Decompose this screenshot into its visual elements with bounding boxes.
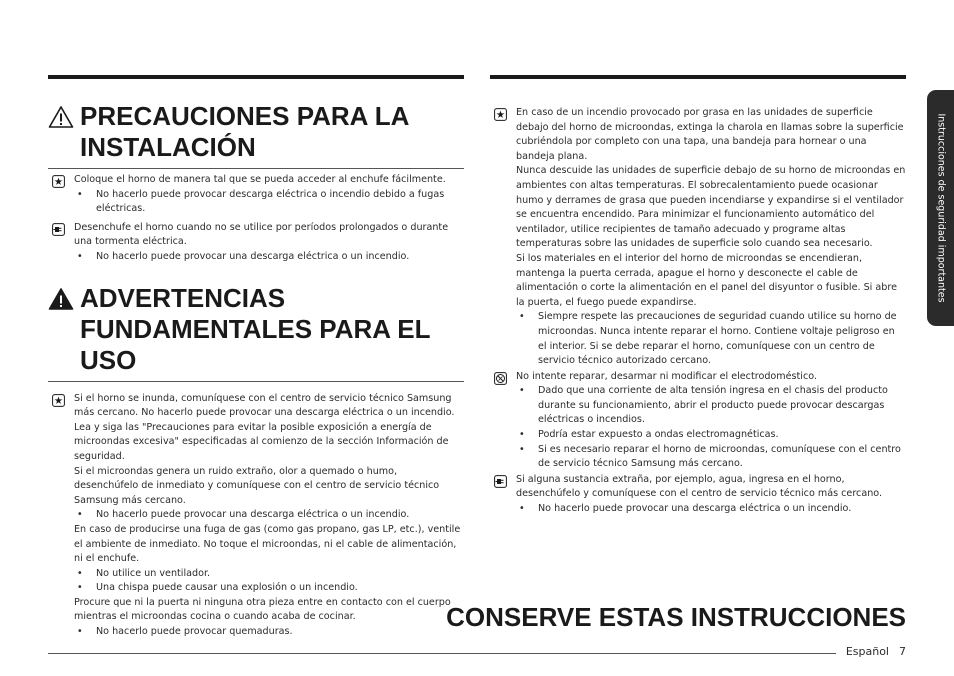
side-section-tab [927,90,954,326]
entry-usage-warnings [48,392,464,640]
entry-foreign-substance [490,473,906,517]
star-icon [52,175,65,188]
entry-text: Si el horno se inunda, comuníquese con el centro de servicio técnico Samsung más cercano. No hacerlo puede provocar una descarga eléctrica o un incendio. [74,392,455,419]
footer-rule [48,653,836,654]
right-column [490,75,906,517]
section-title-installation: PRECAUCIONES PARA LA INSTALACIÓN [48,101,464,163]
heading-rule [48,381,464,382]
page-number: 7 [899,645,906,658]
unplug-icon [52,223,65,236]
heading-rule [48,168,464,169]
bullet-item: • No hacerlo puede provocar una descarga eléctrica o un incendio. [516,502,906,517]
bullet-item: • Una chispa puede causar una explosión o un incendio. [74,581,464,596]
bullet-item: • Podría estar expuesto a ondas electromagnéticas. [516,428,906,443]
star-icon [494,108,507,121]
bullet-item: • No hacerlo puede provocar una descarga eléctrica o un incendio. [74,508,464,523]
entry-unplug-storm [48,221,464,265]
footer [846,645,906,658]
entry-no-disassembly [490,370,906,472]
bullet-item: • Siempre respete las precauciones de seguridad cuando utilice su horno de microondas. Nunca intente reparar el horno. Contiene voltaje peligroso en el interior. Si se debe reparar el horno, comuníquese con un centro de servicio técnico autorizado cercano. [516,310,906,368]
bullet-item: • No hacerlo puede provocar una descarga eléctrica o un incendio. [74,250,464,265]
star-icon [52,394,65,407]
entry-plug-access [48,173,464,217]
no-disassembly-icon [494,372,507,385]
entry-text: Si alguna sustancia extraña, por ejemplo, agua, ingresa en el horno, desenchúfelo y comuníquese con el centro de servicio técnico más cercano. [516,473,883,500]
section-title-warnings: ADVERTENCIAS FUNDAMENTALES PARA EL USO [48,283,464,376]
entry-text: Nunca descuide las unidades de superficie debajo de su horno de microondas en ambientes con altas temperaturas. El sobrecalentamiento puede ocasionar humo y derrames de grasa que pueden incendiarse y expandirse si el ventilador se encuentra encendido. Para minimizar el funcionamiento automático del ventilador, utilice recipientes de tamaño adecuado y programe altas temperaturas sobre las unidades de superficie solo cuando sea necesario. [516,165,906,250]
entry-text: Procure que ni la puerta ni ninguna otra pieza entre en contacto con el cuerpo mientras el microondas cocina o cuando acaba de cocinar. [74,596,451,623]
warning-filled-icon [48,287,74,311]
bullet-item: • No utilice un ventilador. [74,567,464,582]
bullet-item: • Si es necesario reparar el horno de microondas, comuníquese con el centro de servicio técnico Samsung más cercano. [516,443,906,472]
entry-text: No intente reparar, desarmar ni modificar el electrodoméstico. [516,370,817,382]
left-column [48,75,464,640]
caution-outline-icon [48,105,74,129]
entry-text: En caso de un incendio provocado por grasa en las unidades de superficie debajo del horno de microondas, extinga la charola en llamas sobre la superficie cubriéndola por completo con una tapa, una bandeja para hornear o una bandeja plana. [516,107,904,162]
side-tab-label: Instrucciones de seguridad importantes [935,113,946,303]
entry-text: Lea y siga las "Precauciones para evitar la posible exposición a energía de microondas excesiva" especificadas al comienzo de la sección Información de seguridad. [74,421,449,462]
entry-text: Coloque el horno de manera tal que se pueda acceder al enchufe fácilmente. [74,174,446,185]
bullet-item: • Dado que una corriente de alta tensión ingresa en el chasis del producto durante su funcionamiento, abrir el producto puede provocar descargas eléctricas o incendios. [516,384,906,428]
entry-text: Si el microondas genera un ruido extraño, olor a quemado o humo, desenchúfelo de inmediato y comuníquese con el centro de servicio técnico Samsung más cercano. [74,465,440,506]
unplug-icon [494,475,507,488]
conserve-instructions-heading: CONSERVE ESTAS INSTRUCCIONES [446,602,906,632]
entry-grease-fire [490,106,906,369]
entry-text: En caso de producirse una fuga de gas (como gas propano, gas LP, etc.), ventile el ambiente de inmediato. No toque el microondas, ni el cable de alimentación, ni el enchufe. [74,523,461,565]
top-rule [490,75,906,79]
entry-text: Desenchufe el horno cuando no se utilice por períodos prolongados o durante una tormenta eléctrica. [74,221,449,248]
bullet-item: • No hacerlo puede provocar quemaduras. [74,625,464,640]
footer-language: Español [845,645,889,658]
bullet-item: • No hacerlo puede provocar descarga eléctrica o incendio debido a fugas eléctricas. [74,188,464,217]
entry-text: Si los materiales en el interior del horno de microondas se encendieran, mantenga la puerta cerrada, apague el horno y desconecte el cable de alimentación o corte la alimentación en el panel del disyuntor o fusible. Si abre la puerta, el fuego puede expandirse. [516,252,898,308]
top-rule [48,75,464,79]
